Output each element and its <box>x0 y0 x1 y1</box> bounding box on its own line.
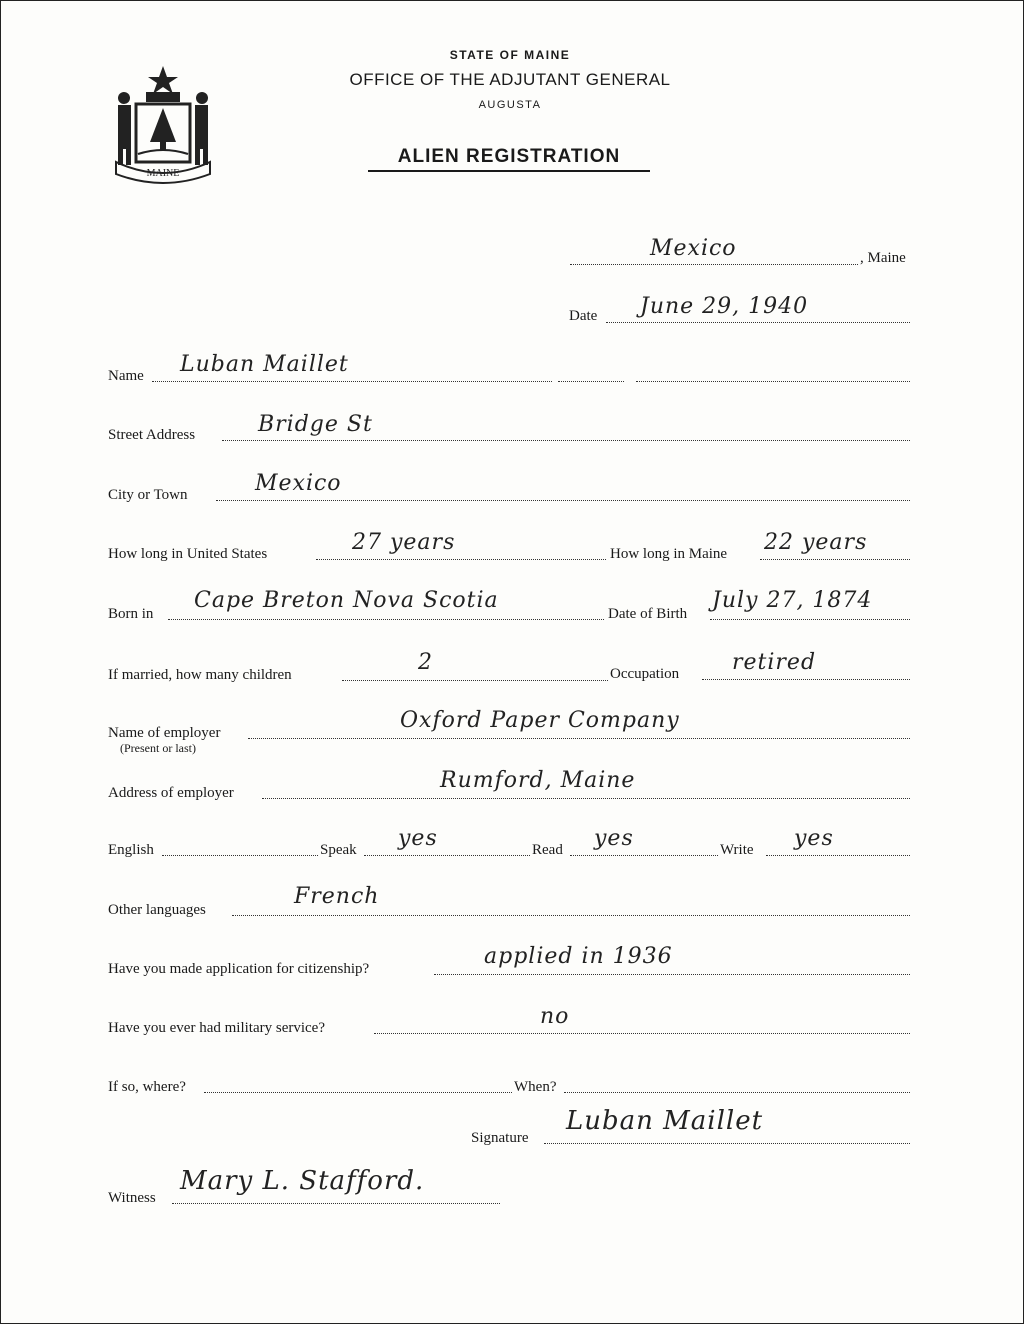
witness-label: Witness <box>108 1190 156 1206</box>
name-label: Name <box>108 368 144 384</box>
employer-label: Name of employer <box>108 725 221 741</box>
how-long-maine-value: 22 years <box>764 530 868 555</box>
dob-value: July 27, 1874 <box>712 588 873 613</box>
citizenship-value: applied in 1936 <box>484 944 673 969</box>
read-label: Read <box>532 842 563 858</box>
how-long-us-value: 27 years <box>352 530 456 555</box>
header-state: STATE OF MAINE <box>449 48 571 62</box>
employer-value: Oxford Paper Company <box>400 708 680 733</box>
other-languages-label: Other languages <box>108 902 206 918</box>
witness-value: Mary L. Stafford. <box>180 1166 425 1196</box>
signature-label: Signature <box>471 1130 529 1146</box>
children-label: If married, how many children <box>108 667 292 683</box>
speak-label: Speak <box>320 842 357 858</box>
english-line <box>162 855 318 856</box>
maine-label: , Maine <box>860 250 906 266</box>
street-value: Bridge St <box>258 412 373 437</box>
header-office: OFFICE OF THE ADJUTANT GENERAL <box>349 70 671 89</box>
where-line <box>204 1092 512 1093</box>
speak-value: yes <box>398 826 438 851</box>
citizenship-line <box>434 974 910 975</box>
town-value: Mexico <box>650 236 737 261</box>
write-line <box>766 855 910 856</box>
state-of-maine-seal-icon <box>108 62 218 190</box>
date-value: June 29, 1940 <box>640 294 809 319</box>
town-line <box>570 264 858 265</box>
name-line-1 <box>152 381 552 382</box>
signature-line <box>544 1143 910 1144</box>
how-long-maine-line <box>760 559 910 560</box>
employer-address-value: Rumford, Maine <box>440 768 636 793</box>
employer-address-line <box>262 798 910 799</box>
how-long-maine-label: How long in Maine <box>610 546 728 562</box>
military-line <box>374 1033 910 1034</box>
if-so-label: If so, where? <box>108 1079 186 1095</box>
seal-lettering: MAINE <box>146 168 180 179</box>
employer-address-label: Address of employer <box>108 785 234 801</box>
children-value: 2 <box>418 650 433 675</box>
occupation-label: Occupation <box>610 666 680 682</box>
how-long-us-label: How long in United States <box>108 546 268 562</box>
military-value: no <box>540 1004 570 1029</box>
born-in-line <box>168 619 604 620</box>
form-title: ALIEN REGISTRATION <box>368 146 650 172</box>
occupation-line <box>702 679 910 680</box>
born-in-label: Born in <box>108 606 154 622</box>
signature-value: Luban Maillet <box>566 1106 764 1136</box>
city-label: City or Town <box>108 487 188 503</box>
english-label: English <box>108 842 154 858</box>
read-line <box>570 855 718 856</box>
name-line-3 <box>636 381 910 382</box>
date-line <box>606 322 910 323</box>
street-label: Street Address <box>108 427 196 443</box>
born-in-value: Cape Breton Nova Scotia <box>194 588 499 613</box>
children-line <box>342 680 608 681</box>
date-label: Date <box>569 308 598 324</box>
city-value: Mexico <box>255 471 342 496</box>
when-label: When? <box>514 1079 557 1095</box>
how-long-us-line <box>316 559 606 560</box>
header-city: AUGUSTA <box>478 99 542 111</box>
employer-line <box>248 738 910 739</box>
military-label: Have you ever had military service? <box>108 1020 325 1036</box>
read-value: yes <box>594 826 634 851</box>
dob-line <box>710 619 910 620</box>
occupation-value: retired <box>732 650 817 675</box>
other-languages-value: French <box>294 884 380 909</box>
city-line <box>216 500 910 501</box>
name-line-2 <box>558 381 624 382</box>
other-languages-line <box>232 915 910 916</box>
write-label: Write <box>720 842 754 858</box>
write-value: yes <box>794 826 834 851</box>
citizenship-label: Have you made application for citizenship? <box>108 961 370 977</box>
name-value: Luban Maillet <box>180 352 349 377</box>
employer-note: (Present or last) <box>120 741 196 755</box>
dob-label: Date of Birth <box>608 606 688 622</box>
street-line <box>222 440 910 441</box>
speak-line <box>364 855 530 856</box>
when-line <box>564 1092 910 1093</box>
witness-line <box>172 1203 500 1204</box>
